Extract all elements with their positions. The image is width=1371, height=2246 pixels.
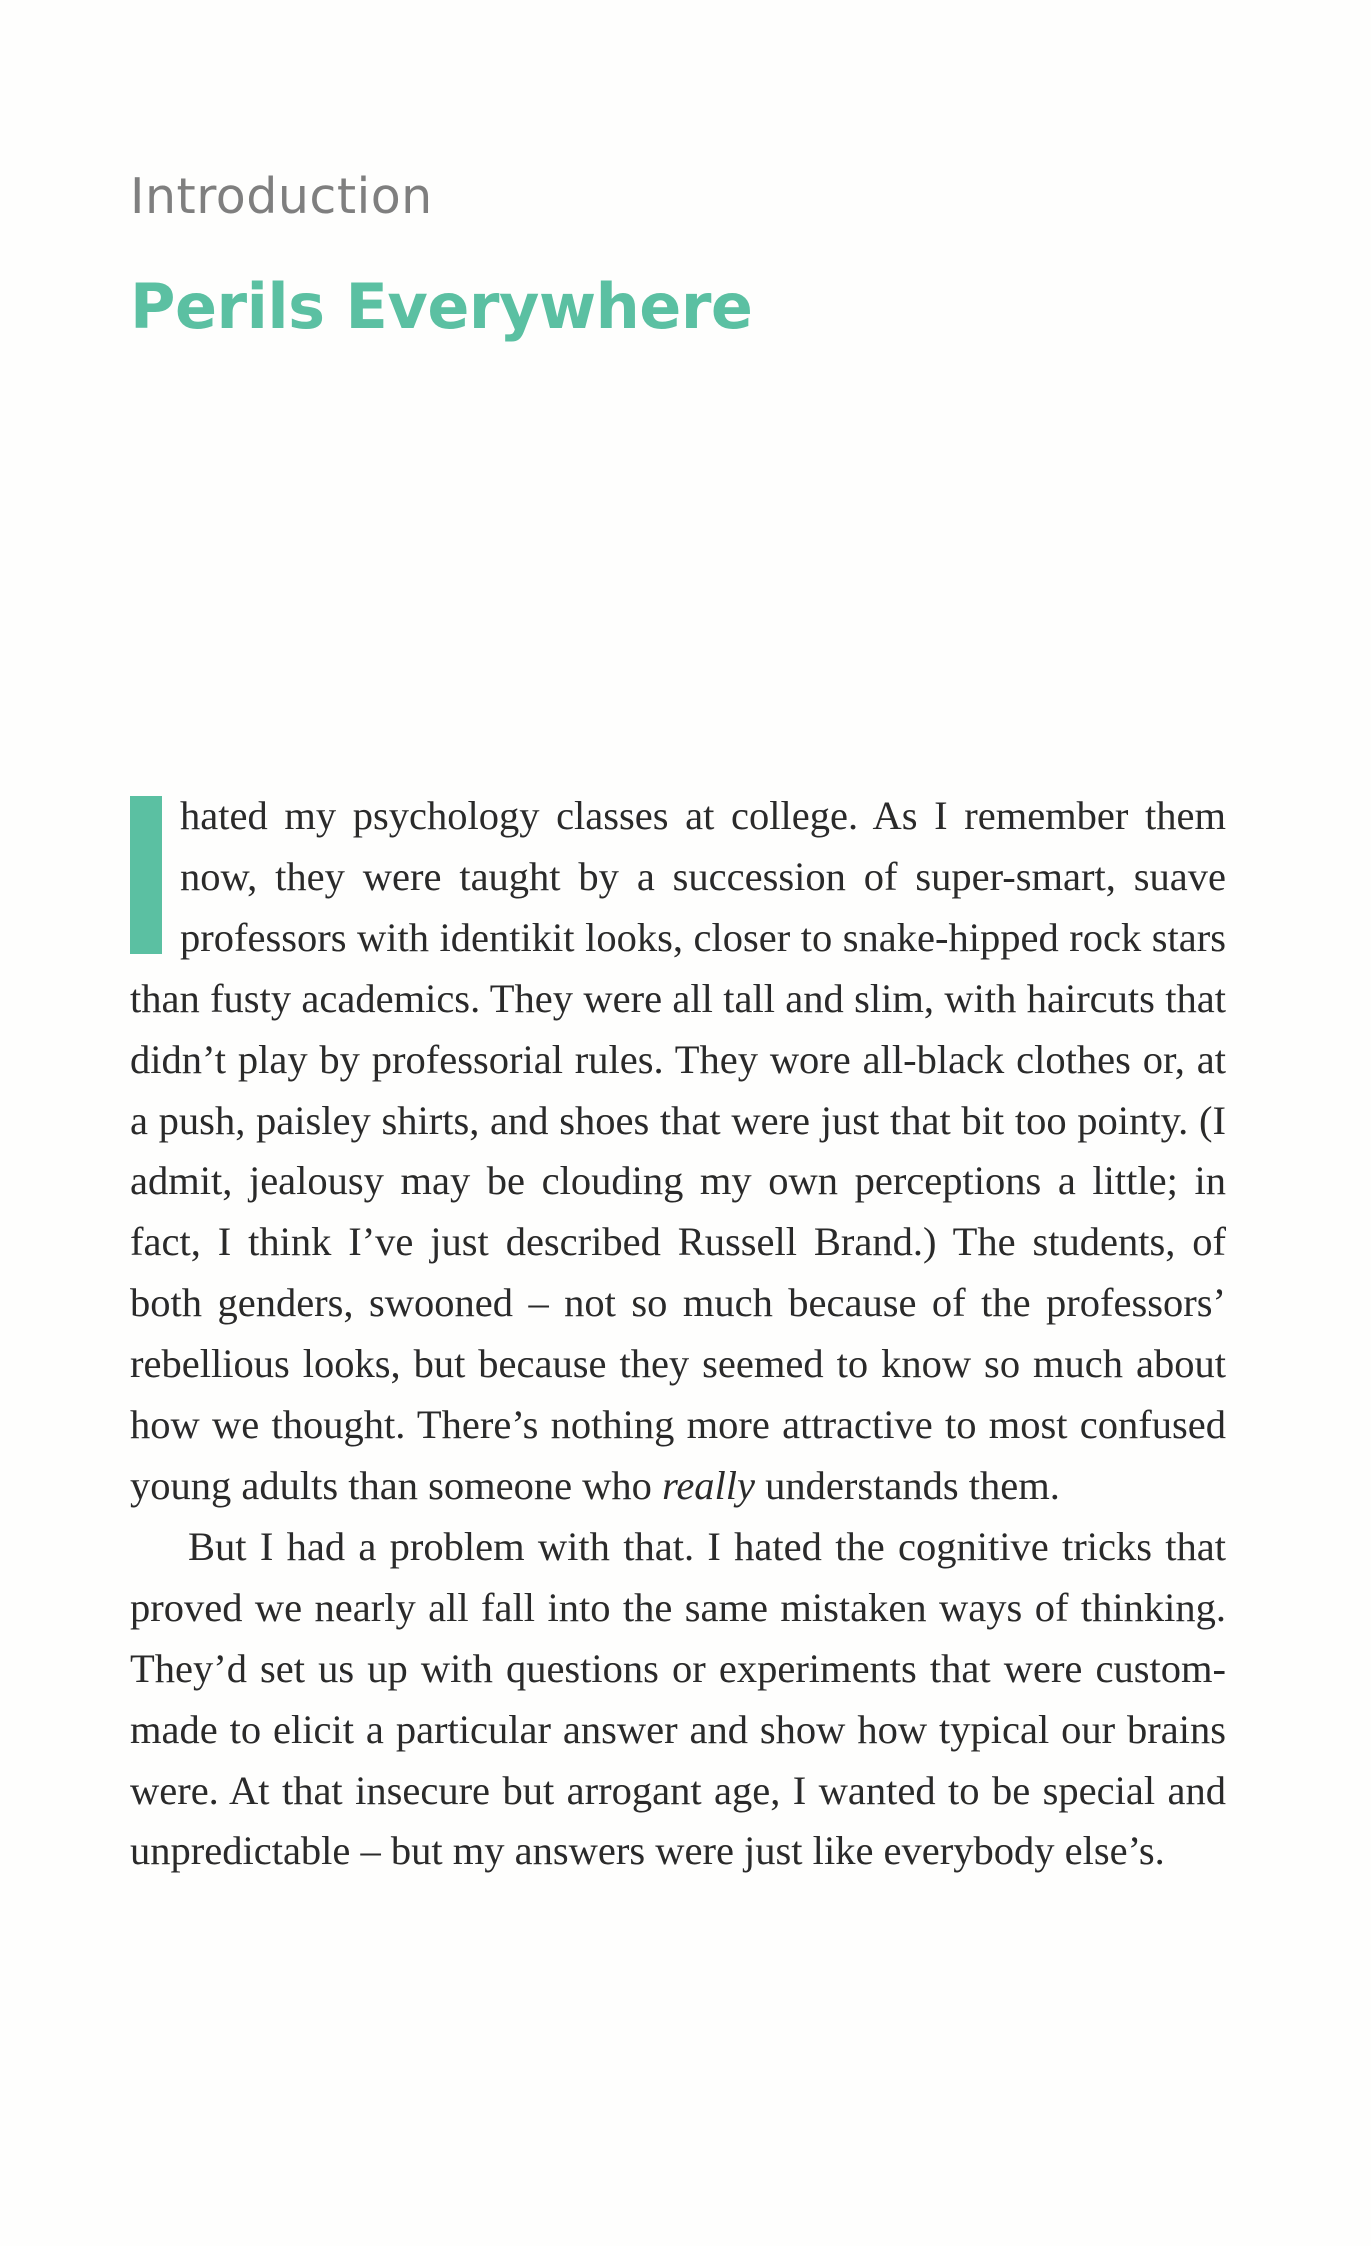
chapter-title: Perils Everywhere xyxy=(130,270,753,343)
paragraph-1-text: hated my psychology classes at college. As I remember them now, they were taught by a succession of super-smart, suave professors with identikit looks, closer to snake-hipped rock stars than fusty academics. They were all tall and slim, with haircuts that didn’t play by professorial rules. They wore all-black clothes or, at a push, paisley shirts, and shoes that were just that bit too pointy. (I admit, jealousy may be clouding my own perceptions a little; in fact, I think I’ve just described Russell Brand.) The students, of both genders, swooned – not so much because of the professors’ rebellious looks, but because they seemed to know so much about how we thought. There’s nothing more attractive to most confused young adults than someone who xyxy=(130,793,1226,1508)
body-text xyxy=(130,786,1226,1882)
paragraph-1 xyxy=(130,786,1226,1517)
paragraph-1-emphasis: really xyxy=(662,1462,756,1508)
chapter-label: Introduction xyxy=(130,168,433,225)
paragraph-2: But I had a problem with that. I hated the cognitive tricks that proved we nearly all fall into the same mistaken ways of thinking. They’d set us up with questions or experiments that were custom-made to elicit a particular answer and show how typical our brains were. At that insecure but arrogant age, I wanted to be special and unpredictable – but my answers were just like everybody else’s. xyxy=(130,1523,1226,1874)
paragraph-1-text-end: understands them. xyxy=(755,1462,1060,1508)
drop-cap-i xyxy=(130,796,162,954)
